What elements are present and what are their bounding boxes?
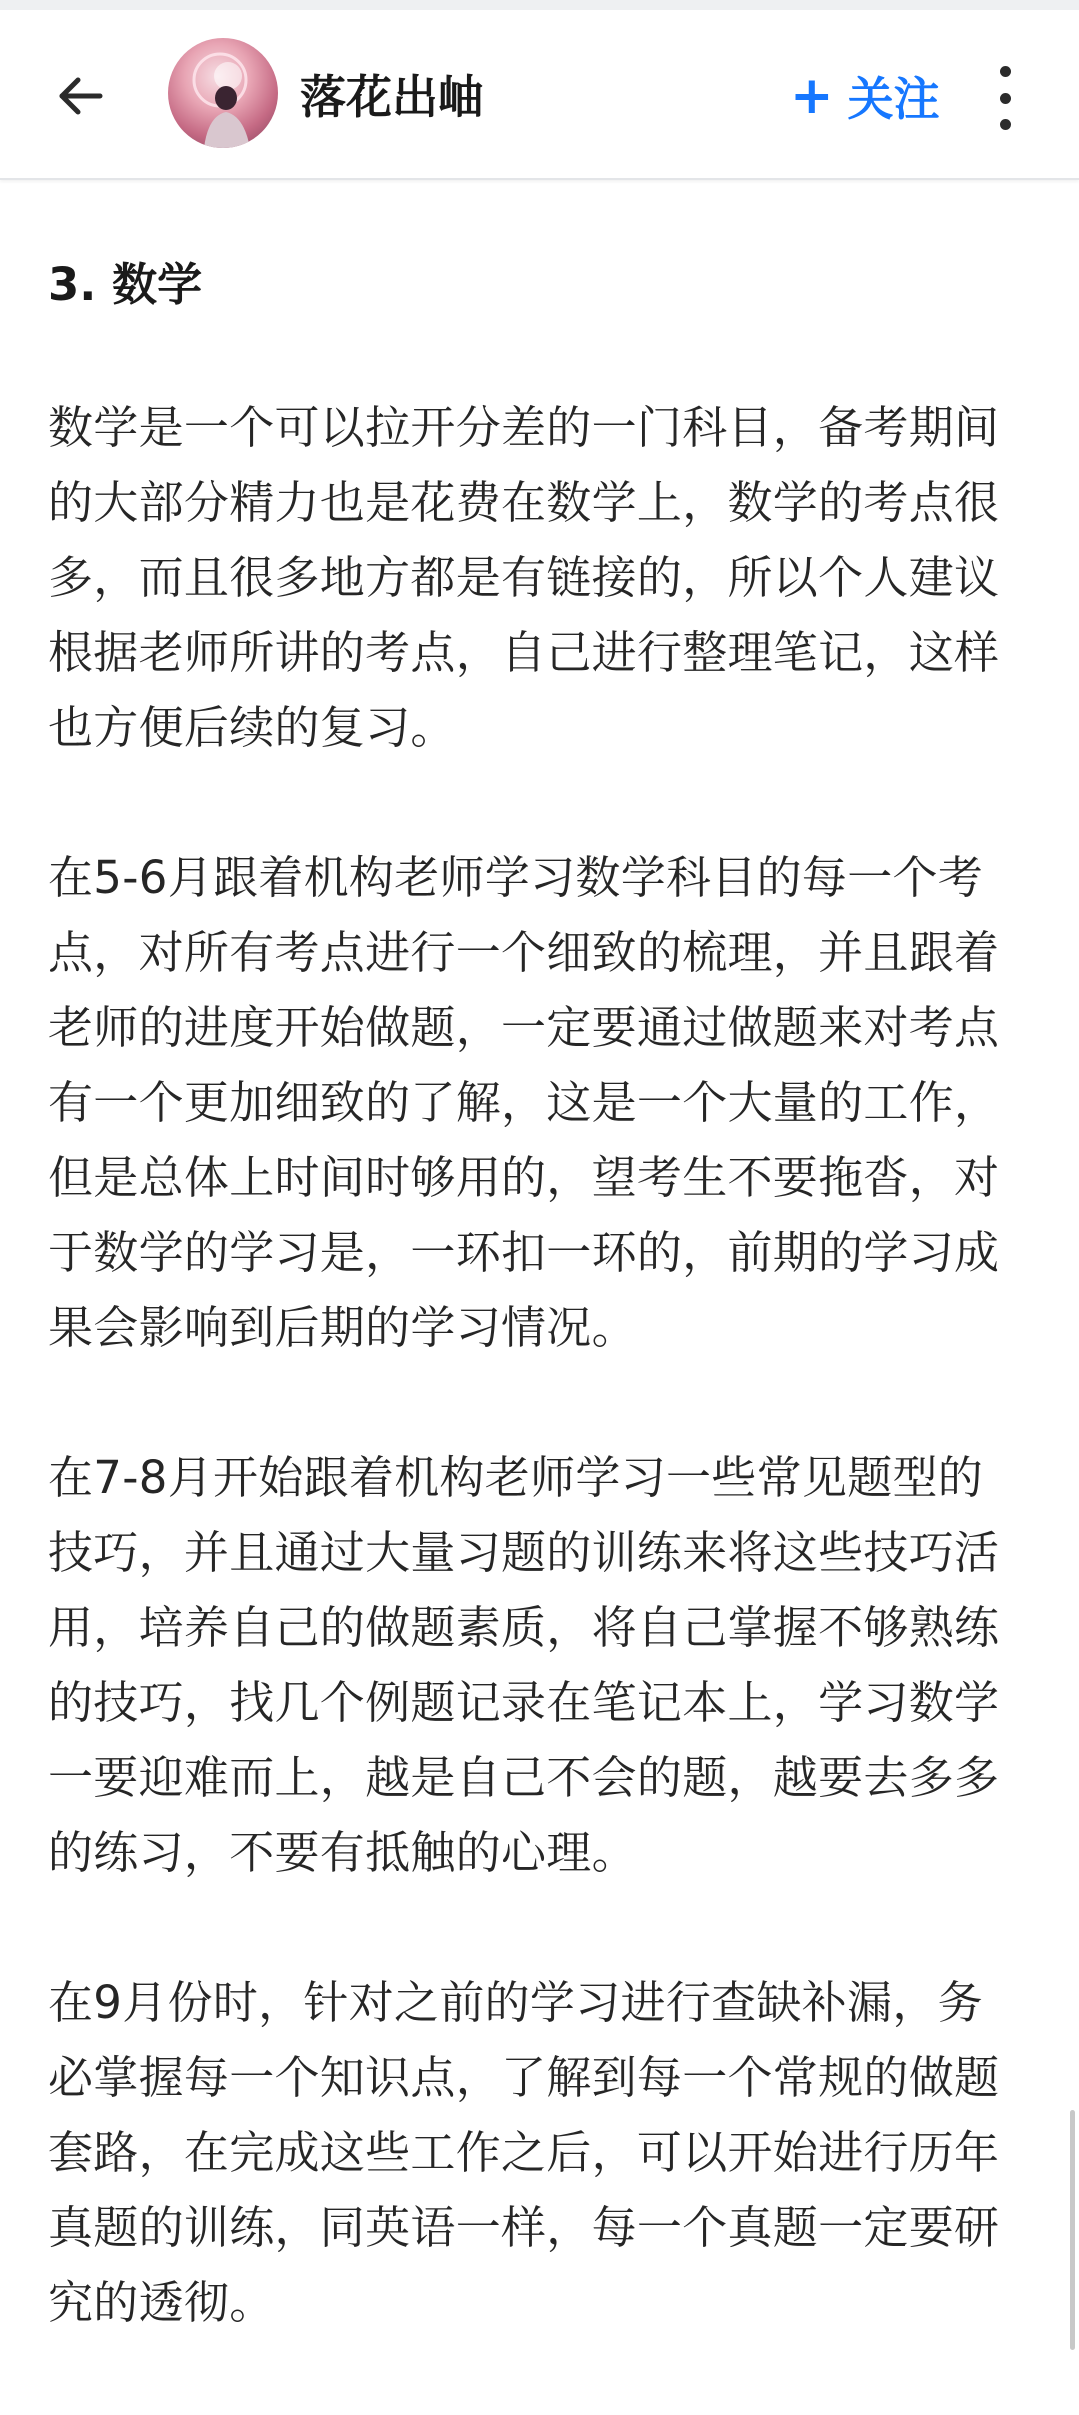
plus-icon: + <box>790 66 834 126</box>
top-navigation-bar <box>0 10 1079 180</box>
back-button[interactable] <box>48 64 112 128</box>
more-options-button[interactable] <box>990 66 1020 130</box>
author-name[interactable]: 落花出岫 <box>300 70 484 124</box>
article-paragraph: 在7-8月开始跟着机构老师学习一些常见题型的技巧，并且通过大量习题的训练来将这些技巧活用，培养自己的做题素质，将自己掌握不够熟练的技巧，找几个例题记录在笔记本上，学习数学一要迎难而上，越是自己不会的题，越要去多多的练习，不要有抵触的心理。 <box>48 1451 1000 1879</box>
author-avatar[interactable] <box>168 38 278 148</box>
article-paragraph: 数学是一个可以拉开分差的一门科目，备考期间的大部分精力也是花费在数学上，数学的考点很多，而且很多地方都是有链接的，所以个人建议根据老师所讲的考点，自己进行整理笔记，这样也方便后续的复习。 <box>48 401 1000 754</box>
article-paragraph: 在9月份时，针对之前的学习进行查缺补漏，务必掌握每一个知识点，了解到每一个常规的做题套路，在完成这些工作之后，可以开始进行历年真题的训练，同英语一样，每一个真题一定要研究的透彻。 <box>48 1976 1000 2329</box>
follow-button[interactable] <box>790 66 940 126</box>
article-body <box>48 250 1028 2415</box>
section-heading: 3. 数学 <box>48 258 203 311</box>
more-vertical-icon-dot <box>1000 93 1011 104</box>
status-strip <box>0 0 1079 10</box>
follow-label: 关注 <box>847 72 940 126</box>
arrow-left-icon <box>54 70 106 122</box>
avatar-image <box>168 38 278 148</box>
scrollbar[interactable] <box>1070 2110 1075 2350</box>
more-vertical-icon-dot <box>1000 66 1011 77</box>
more-vertical-icon-dot <box>1000 119 1011 130</box>
article-paragraph: 在5-6月跟着机构老师学习数学科目的每一个考点，对所有考点进行一个细致的梳理，并且跟着老师的进度开始做题，一定要通过做题来对考点有一个更加细致的了解，这是一个大量的工作，但是总体上时间时够用的，望考生不要拖沓，对于数学的学习是，一环扣一环的，前期的学习成果会影响到后期的学习情况。 <box>48 851 1000 1354</box>
